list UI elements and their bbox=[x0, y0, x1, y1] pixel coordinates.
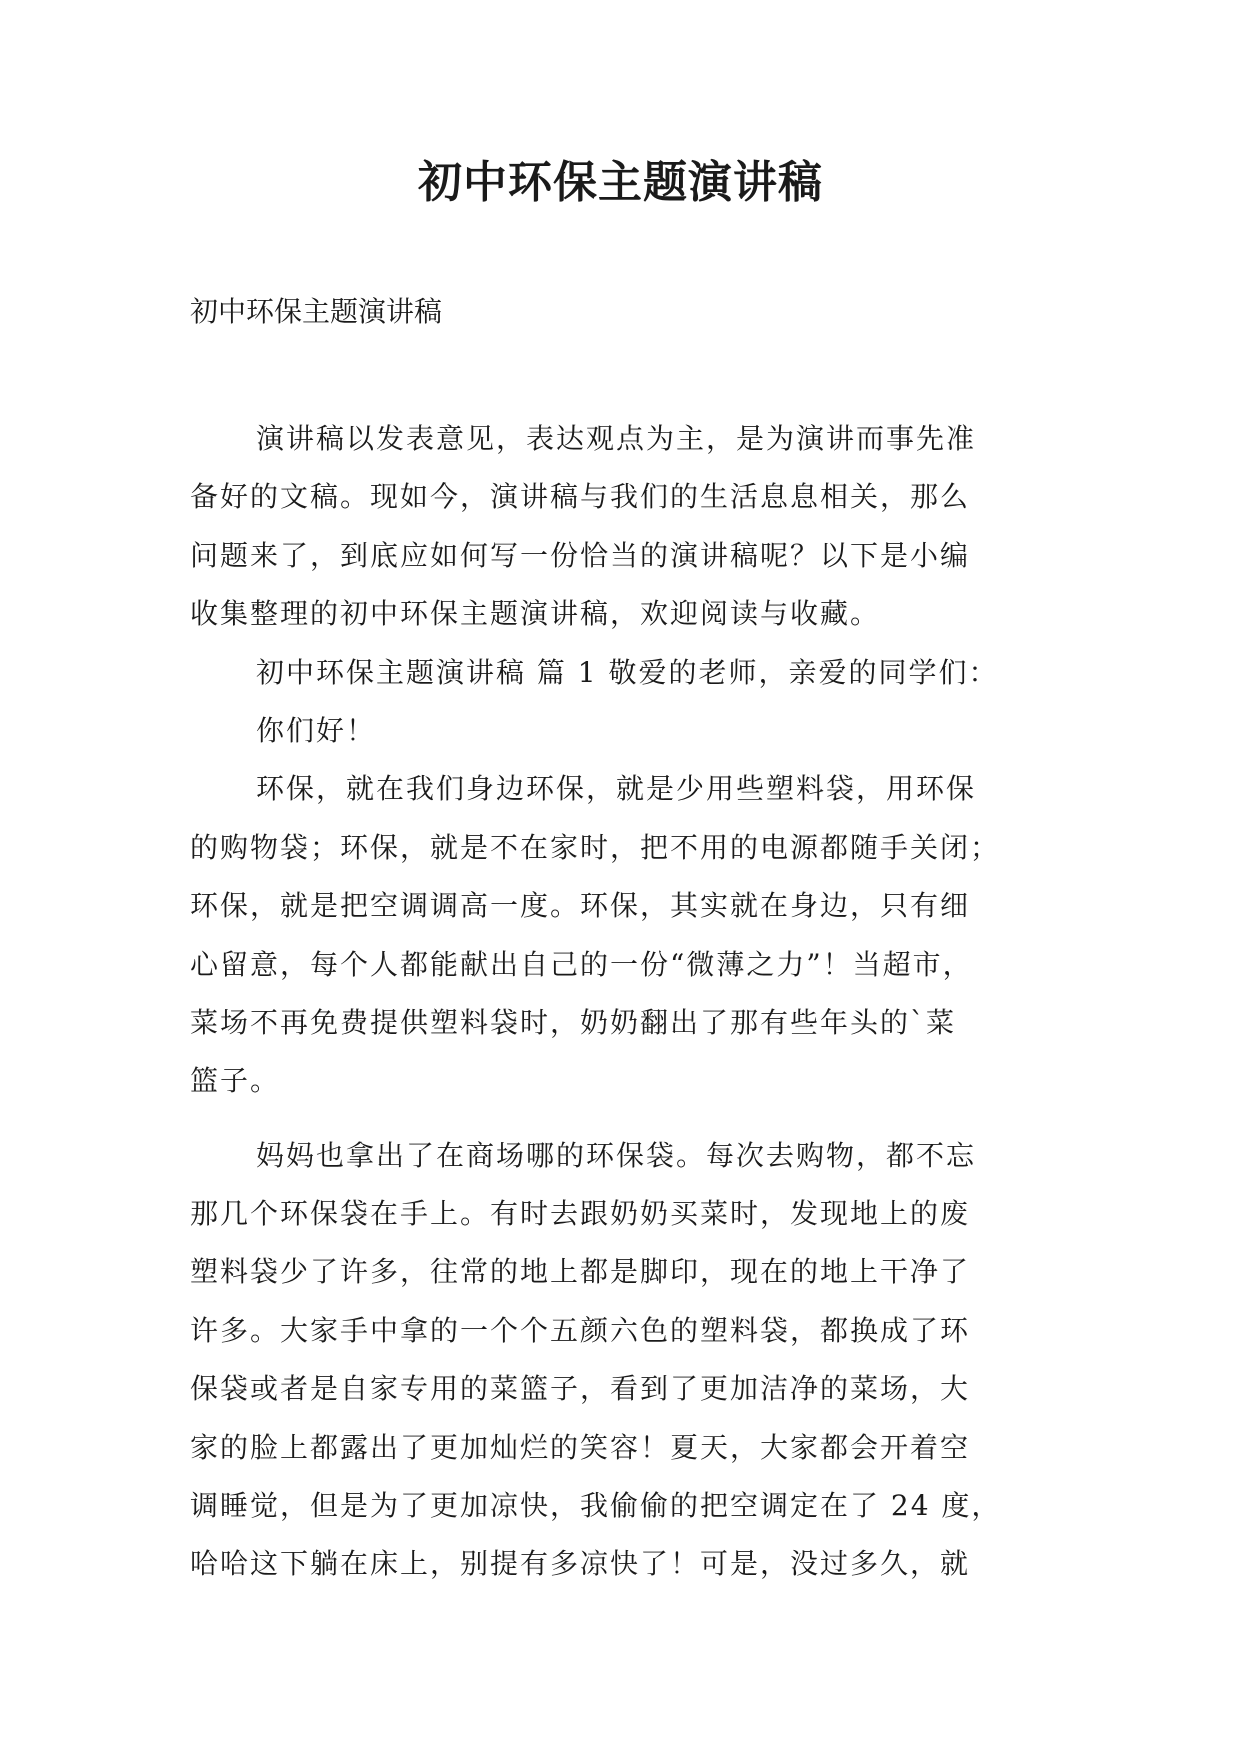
paragraph-line: 篮子。 bbox=[190, 1064, 281, 1098]
paragraph-line: 那几个环保袋在手上。有时去跟奶奶买菜时，发现地上的废 bbox=[190, 1197, 971, 1231]
document-title: 初中环保主题演讲稿 bbox=[418, 157, 823, 208]
paragraph-line: 问题来了，到底应如何写一份恰当的演讲稿呢？以下是小编 bbox=[190, 538, 971, 572]
paragraph-line: 心留意，每个人都能献出自己的一份“微薄之力”！当超市， bbox=[190, 947, 973, 981]
paragraph-spacer bbox=[190, 1111, 1050, 1127]
paragraph-line: 备好的文稿。现如今，演讲稿与我们的生活息息相关，那么 bbox=[190, 480, 971, 514]
paragraph-line: 环保，就在我们身边环保，就是少用些塑料袋，用环保 bbox=[256, 772, 977, 806]
paragraph-line: 调睡觉，但是为了更加凉快，我偷偷的把空调定在了 24 度， bbox=[190, 1489, 1002, 1523]
paragraph-line: 环保，就是把空调调高一度。环保，其实就在身边，只有细 bbox=[190, 889, 971, 923]
paragraph-line: 哈哈这下躺在床上，别提有多凉快了！可是，没过多久，就 bbox=[190, 1547, 971, 1581]
paragraph-line: 菜场不再免费提供塑料袋时，奶奶翻出了那有些年头的`菜 bbox=[190, 1005, 957, 1039]
paragraph-line: 塑料袋少了许多，往常的地上都是脚印，现在的地上干净了 bbox=[190, 1255, 971, 1289]
paragraph-line: 收集整理的初中环保主题演讲稿，欢迎阅读与收藏。 bbox=[190, 597, 881, 631]
paragraph-line: 初中环保主题演讲稿 篇 1 敬爱的老师，亲爱的同学们： bbox=[256, 655, 999, 689]
paragraph-line: 许多。大家手中拿的一个个五颜六色的塑料袋，都换成了环 bbox=[190, 1313, 971, 1347]
document-subtitle: 初中环保主题演讲稿 bbox=[190, 295, 443, 328]
paragraph-line: 妈妈也拿出了在商场哪的环保袋。每次去购物，都不忘 bbox=[256, 1138, 977, 1172]
paragraph-line: 的购物袋；环保，就是不在家时，把不用的电源都随手关闭； bbox=[190, 830, 1001, 864]
document-body bbox=[190, 410, 1050, 1594]
paragraph-line: 保袋或者是自家专用的菜篮子，看到了更加洁净的菜场，大 bbox=[190, 1372, 971, 1406]
paragraph-line: 你们好！ bbox=[256, 713, 377, 747]
paragraph-line: 家的脸上都露出了更加灿烂的笑容！夏天，大家都会开着空 bbox=[190, 1430, 971, 1464]
paragraph-line: 演讲稿以发表意见，表达观点为主，是为演讲而事先准 bbox=[256, 422, 977, 455]
